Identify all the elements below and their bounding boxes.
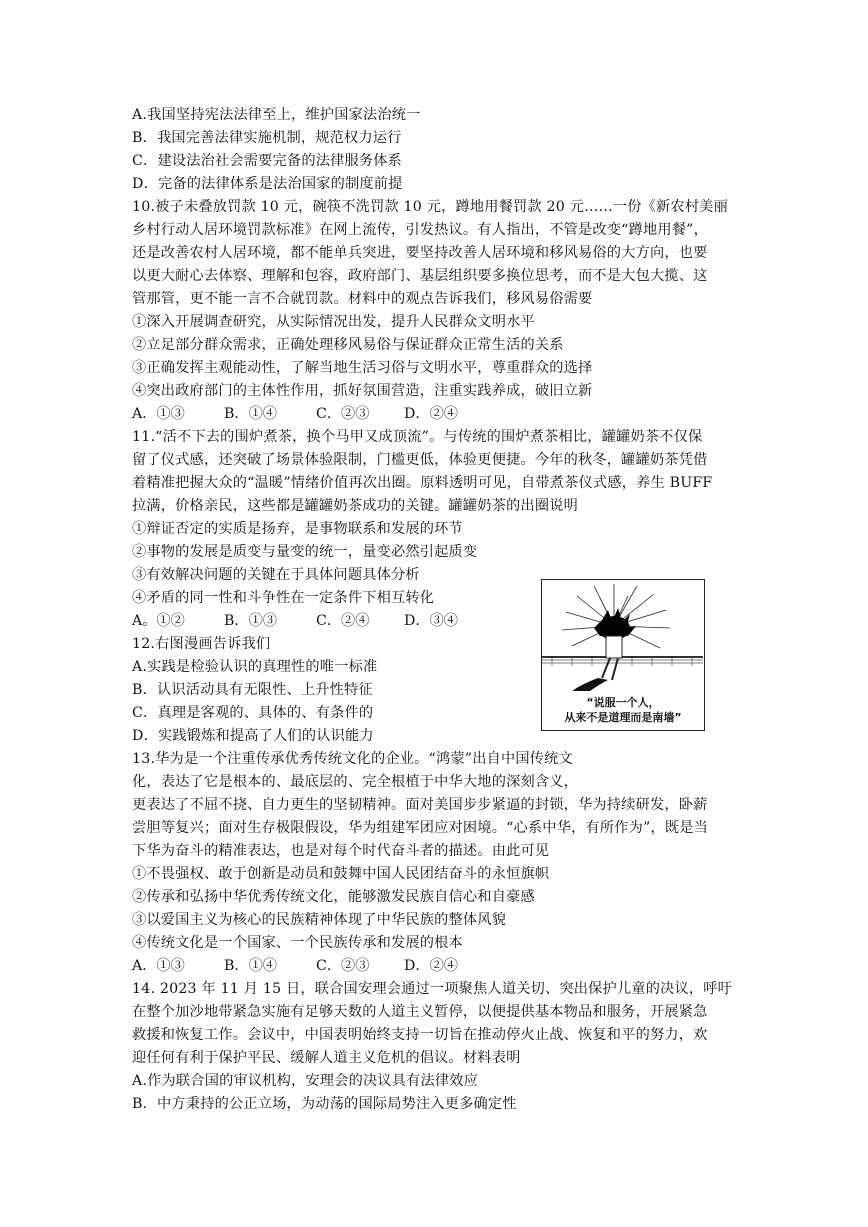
q10-option-a: A．①③ [132,406,185,422]
q10-item-4: ④突出政府部门的主体性作用，抓好氛围营造，注重实践养成，破旧立新 [132,383,593,399]
q11-item-4: ④矛盾的同一性和斗争性在一定条件下相互转化 [132,590,435,606]
q11-option-c: C．②④ [316,613,370,629]
q11-stem-line: 留了仪式感，还突破了场景体验限制，门槛更低，体验更便捷。今年的秋冬，罐罐奶茶凭借 [132,452,708,468]
q13-options [132,955,458,978]
q13-item-1: ①不畏强权、敢于创新是动员和鼓舞中国人民团结奋斗的永恒旗帜 [132,866,550,882]
q14-stem-line: 14. 2023 年 11 月 15 日，联合国安理会通过一项聚焦人道关切、突出保护儿童的决议，呼吁 [132,981,733,997]
q9-option-a: A.我国坚持宪法法律至上，维护国家法治统一 [132,107,421,123]
q10-item-1: ①深入开展调查研究，从实际情况出发，提升人民群众文明水平 [132,314,535,330]
q14-stem-line: 迎任何有利于保护平民、缓解人道主义危机的倡议。材料表明 [132,1050,521,1066]
q10-option-d: D．②④ [404,406,458,422]
q10-stem-line: 乡村行动人居环境罚款标准》在网上流传，引发热议。有人指出，不管是改变“蹲地用餐”， [132,222,709,238]
q10-options [132,403,458,426]
q13-stem-line: 更表达了不屈不挠、自力更生的坚韧精神。面对美国步步紧逼的封锁，华为持续研发，卧薪 [132,797,708,813]
q13-item-2: ②传承和弘扬中华优秀传统文化，能够激发民族自信心和自豪感 [132,889,535,905]
q12-option-c: C．真理是客观的、具体的、有条件的 [132,705,374,721]
q10-stem-line: 以更大耐心去体察、理解和包容，政府部门、基层组织要多换位思考，而不是大包大揽、这 [132,268,708,284]
q13-stem-line: 尝胆等复兴；面对生存极限假设，华为组建军团应对困境。“心系中华，有所作为”，既是当 [132,820,709,836]
q11-item-2: ②事物的发展是质变与量变的统一，量变必然引起质变 [132,544,478,560]
q11-options [132,610,458,633]
q13-item-3: ③以爱国主义为核心的民族精神体现了中华民族的整体风貌 [132,912,507,928]
q11-stem-line: 11.“活不下去的围炉煮茶，换个马甲又成顶流”。与传统的围炉煮茶相比，罐罐奶茶不仅保 [132,429,703,445]
q10-stem-line: 还是改善农村人居环境，都不能单兵突进，要坚持改善人居环境和移风易俗的大方向，也要 [132,245,708,261]
q13-option-d: D．②④ [404,958,458,974]
q14-stem-line: 救援和恢复工作。会议中，中国表明始终支持一切旨在推动停火止战、恢复和平的努力，欢 [132,1027,708,1043]
q10-item-2: ②立足部分群众需求，正确处理移风易俗与保证群众正常生活的关系 [132,337,564,353]
q12-option-b: B．认识活动具有无限性、上升性特征 [132,682,373,698]
cartoon-illustration [542,580,703,692]
cartoon-caption-line-1: “说服一个人， [586,696,660,709]
q12-cartoon [541,579,705,731]
q10-option-b: B．①④ [224,406,277,422]
q13-stem-line: 下华为奋斗的精准表达，也是对每个时代奋斗者的描述。由此可见 [132,843,550,859]
q12-option-a: A.实践是检验认识的真理性的唯一标准 [132,659,378,675]
q9-option-d: D．完备的法律体系是法治国家的制度前提 [132,176,403,192]
q14-option-b: B．中方秉持的公正立场，为动荡的国际局势注入更多确定性 [132,1096,517,1112]
q11-item-1: ①辩证否定的实质是扬弃，是事物联系和发展的环节 [132,521,463,537]
q13-stem-line: 13.华为是一个注重传承优秀传统文化的企业。“鸿蒙”出自中国传统文 [132,751,573,767]
q12-option-d: D．实践锻炼和提高了人们的认识能力 [132,728,374,744]
q10-stem-line: 管那管，更不能一言不合就罚款。材料中的观点告诉我们，移风易俗需要 [132,291,593,307]
q9-option-c: C．建设法治社会需要完备的法律服务体系 [132,153,403,169]
q12-stem: 12.右图漫画告诉我们 [132,636,271,652]
q10-item-3: ③正确发挥主观能动性，了解当地生活习俗与文明水平，尊重群众的选择 [132,360,593,376]
q11-stem-line: 拉满，价格亲民，这些都是罐罐奶茶成功的关键。罐罐奶茶的出圈说明 [132,498,579,514]
q11-option-a: A。①② [132,613,185,629]
q14-stem-line: 在整个加沙地带紧急实施有足够天数的人道主义暂停，以便提供基本物品和服务，开展紧急 [132,1004,708,1020]
q13-option-c: C．②③ [316,958,370,974]
cartoon-caption-line-2: 从来不是道理而是南墙” [564,711,682,724]
q11-option-d: D．③④ [404,613,458,629]
q13-item-4: ④传统文化是一个国家、一个民族传承和发展的根本 [132,935,463,951]
q10-stem-line: 10.被子未叠放罚款 10 元，碗筷不洗罚款 10 元，蹲地用餐罚款 20 元……一份《新农村美丽 [132,199,728,215]
q11-stem-line: 着精准把握大众的“温暖”情绪价值再次出圈。原料透明可见，自带煮茶仪式感，养生 BUFF [132,475,713,491]
q11-option-b: B．①③ [224,613,277,629]
q13-option-a: A．①③ [132,958,185,974]
q13-option-b: B．①④ [224,958,277,974]
q10-option-c: C．②③ [316,406,370,422]
q14-option-a: A.作为联合国的审议机构，安理会的决议具有法律效应 [132,1073,479,1089]
q11-item-3: ③有效解决问题的关键在于具体问题具体分析 [132,567,420,583]
q9-option-b: B．我国完善法律实施机制，规范权力运行 [132,130,402,146]
q13-stem-line: 化，表达了它是根本的、最底层的、完全根植于中华大地的深刻含义， [132,774,579,790]
